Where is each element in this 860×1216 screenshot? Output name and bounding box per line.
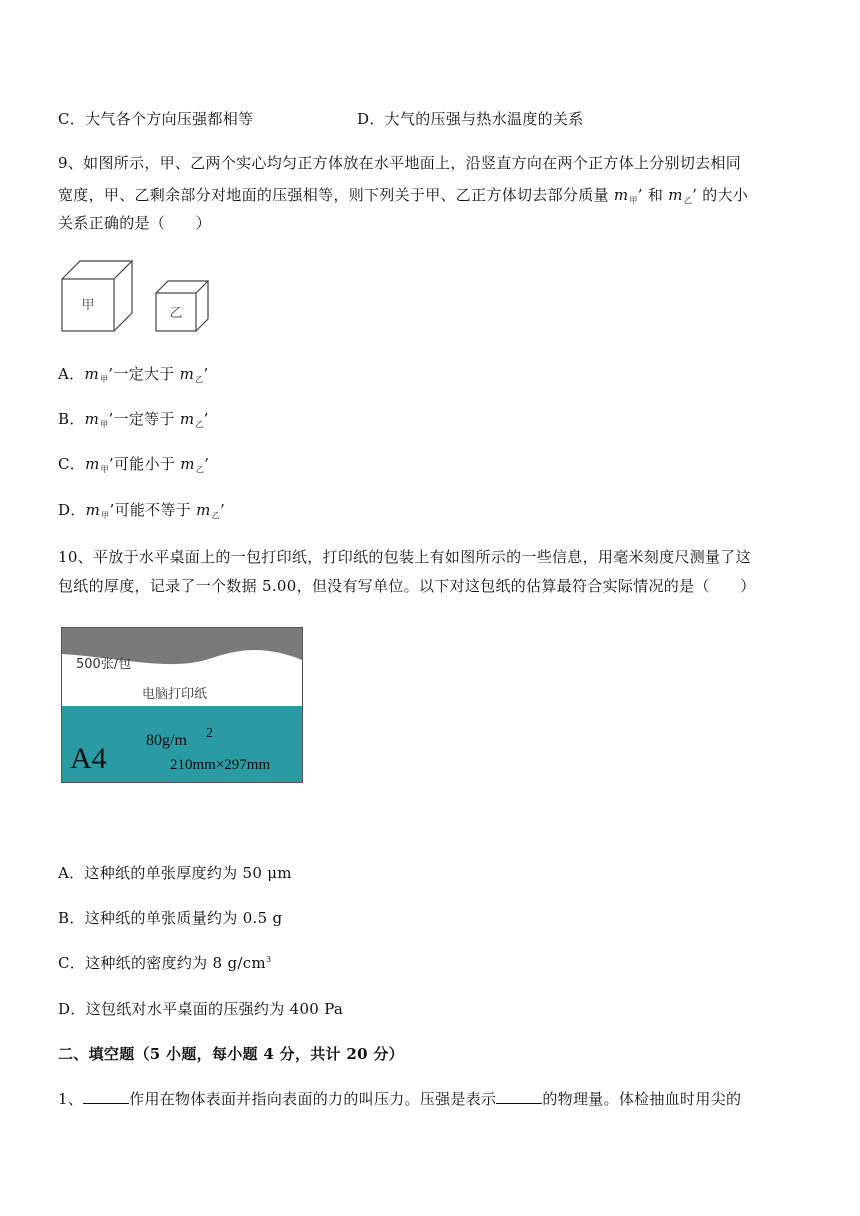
subscript-jia: 甲 xyxy=(101,511,110,520)
q10-option-c xyxy=(58,953,271,976)
subscript-yi: 乙 xyxy=(211,511,220,520)
q10-option-d: D．这包纸对水平桌面的压强约为 400 Pa xyxy=(58,1000,344,1018)
q8-option-d: D．大气的压强与热水温度的关系 xyxy=(357,110,584,128)
option-letter: B． xyxy=(58,410,85,428)
option-letter: D． xyxy=(58,501,86,519)
prime-mark: ’ xyxy=(204,455,210,473)
prime-mark: ’ xyxy=(108,365,114,383)
subscript-jia: 甲 xyxy=(99,375,109,384)
q10-stem-line1: 10、平放于水平桌面上的一包打印纸，打印纸的包装上有如图所示的一些信息，用毫米刻度尺测量了这 xyxy=(58,548,751,566)
q9-stem-text: 宽度，甲、乙剩余部分对地面的压强相等，则下列关于甲、乙正方体切去部分质量 xyxy=(58,186,609,204)
package-dimensions: 210mm×297mm xyxy=(170,757,271,773)
prime-mark: ’ xyxy=(108,455,114,473)
paper-package-figure xyxy=(61,627,303,783)
prime-mark: ’ xyxy=(692,186,698,204)
fill1-text-1: 作用在物体表面并指向表面的力的叫压力。压强是表示 xyxy=(129,1090,497,1108)
prime-mark: ’ xyxy=(108,410,114,428)
q9-stem-tail: 的大小 xyxy=(702,186,749,204)
q9-stem-line3: 关系正确的是（ ） xyxy=(58,214,212,232)
option-text: 可能小于 xyxy=(114,455,176,473)
mass-symbol: m xyxy=(84,410,100,428)
subscript-jia: 甲 xyxy=(100,420,109,429)
q9-option-c xyxy=(58,454,209,477)
q10-stem-line2: 包纸的厚度，记录了一个数据 5.00，但没有写单位。以下对这包纸的估算最符合实际情况的是（ ） xyxy=(58,577,756,595)
subscript-jia: 甲 xyxy=(629,196,638,205)
option-letter: C． xyxy=(58,455,86,473)
mass-symbol: m xyxy=(613,186,629,204)
prime-mark: ’ xyxy=(109,501,115,519)
package-grammage-exponent: 2 xyxy=(206,726,213,741)
prime-mark: ’ xyxy=(203,410,209,428)
cube-jia xyxy=(62,261,132,331)
fill1-text-2: 的物理量。体检抽血时用尖的 xyxy=(542,1090,742,1108)
q9-option-b xyxy=(58,409,209,432)
mass-symbol: m xyxy=(180,455,195,473)
subscript-yi: 乙 xyxy=(195,465,205,474)
q10-option-b: B．这种纸的单张质量约为 0.5 g xyxy=(58,909,283,927)
prime-mark: ’ xyxy=(637,186,643,204)
q10-option-a: A．这种纸的单张厚度约为 50 μm xyxy=(58,864,292,882)
mass-symbol: m xyxy=(85,501,101,519)
option-letter: A． xyxy=(58,365,85,383)
answer-blank[interactable] xyxy=(83,1089,129,1104)
q9-option-d xyxy=(58,500,225,523)
subscript-yi: 乙 xyxy=(683,196,693,205)
mass-symbol: m xyxy=(196,501,211,519)
fill1-number: 1、 xyxy=(58,1090,84,1108)
q9-stem-line1: 9、如图所示，甲、乙两个实心均匀正方体放在水平地面上，沿竖直方向在两个正方体上分别切去相同 xyxy=(58,154,742,172)
q9-stem-and: 和 xyxy=(647,186,664,204)
subscript-yi: 乙 xyxy=(195,420,204,429)
q9-option-a xyxy=(58,364,209,387)
cubes-figure xyxy=(58,257,218,337)
mass-symbol: m xyxy=(179,365,195,383)
option-text: 一定等于 xyxy=(113,410,175,428)
package-grammage: 80g/m xyxy=(146,732,187,749)
cube-jia-label: 甲 xyxy=(81,298,95,313)
mass-symbol: m xyxy=(668,186,683,204)
cube-exponent: 3 xyxy=(265,955,272,964)
prime-mark: ’ xyxy=(220,501,226,519)
q8-option-c: C．大气各个方向压强都相等 xyxy=(58,110,254,128)
option-text: 可能不等于 xyxy=(114,501,192,519)
fill1-line xyxy=(58,1089,741,1109)
cube-yi-label: 乙 xyxy=(169,306,183,321)
package-size-label: A4 xyxy=(70,742,107,775)
package-count: 500张/包 xyxy=(76,657,132,672)
q9-stem-line2 xyxy=(58,185,748,208)
mass-symbol: m xyxy=(85,455,100,473)
answer-blank[interactable] xyxy=(496,1089,542,1104)
subscript-yi: 乙 xyxy=(195,375,204,384)
package-name: 电脑打印纸 xyxy=(142,687,208,702)
mass-symbol: m xyxy=(84,365,99,383)
prime-mark: ’ xyxy=(203,365,209,383)
mass-symbol: m xyxy=(179,410,195,428)
subscript-jia: 甲 xyxy=(100,465,109,474)
option-text: 一定大于 xyxy=(113,365,175,383)
section-heading: 二、填空题（5 小题，每小题 4 分，共计 20 分） xyxy=(58,1045,404,1063)
q10-option-c-text: C．这种纸的密度约为 8 g/cm xyxy=(58,954,266,972)
